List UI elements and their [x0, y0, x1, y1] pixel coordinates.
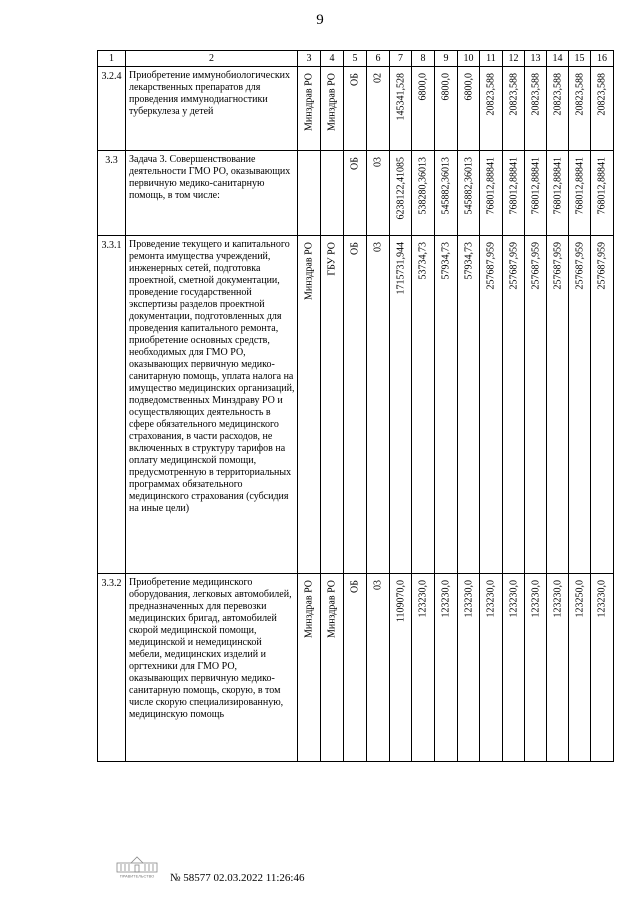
value-cell: 123230,0 — [485, 580, 497, 618]
value-cell: 257687,959 — [530, 242, 541, 290]
responsible-executor: Минздрав РО — [303, 580, 315, 639]
column-header-16: 16 — [591, 51, 614, 67]
column-header-13: 13 — [525, 51, 547, 67]
table-row — [98, 67, 614, 151]
column-header-3: 3 — [298, 51, 321, 67]
column-header-5: 5 — [344, 51, 367, 67]
value-cell: 257687,959 — [574, 242, 585, 290]
value-cell: 123230,0 — [463, 580, 474, 618]
value-cell: 545882,36013 — [440, 157, 452, 215]
participant: Минздрав РО — [326, 73, 338, 132]
funding-source: ОБ — [349, 157, 361, 170]
value-cell: 20823,588 — [508, 73, 519, 116]
column-header-6: 6 — [367, 51, 390, 67]
responsible-executor: Минздрав РО — [303, 73, 315, 132]
value-cell: 768012,88841 — [508, 157, 519, 215]
value-cell: 20823,588 — [530, 73, 541, 116]
table-row — [98, 574, 614, 762]
budget-code: 03 — [372, 242, 384, 252]
value-cell: 6800,0 — [417, 73, 429, 101]
value-cell: 6800,0 — [440, 73, 452, 101]
row-description: Приобретение медицинского оборудования, легковых автомобилей, предназначенных для перевозки медицинских бригад, автомобилей скорой медицинской помощи, медицинской и немедицинской мебели, медицинских изделий и оргтехники для ГМО РО, оказывающих первичную медико-санитарную помощь, скорую, в том числе скорую специализированную, медицинскую помощь — [126, 574, 298, 762]
column-header-2: 2 — [126, 51, 298, 67]
value-cell: 768012,88841 — [552, 157, 563, 215]
document-timestamp: 02.03.2022 11:26:46 — [213, 872, 305, 884]
participant: ГБУ РО — [326, 242, 338, 276]
funding-source: ОБ — [349, 73, 361, 86]
value-cell: 257687,959 — [596, 242, 608, 290]
value-cell: 257687,959 — [485, 242, 497, 290]
value-cell: 538280,36013 — [417, 157, 429, 215]
document-number: № 58577 — [170, 872, 211, 884]
row-description: Задача 3. Совершенствование деятельности ГМО РО, оказывающих первичную медико-санитарную помощь, в том числе: — [126, 151, 298, 236]
row-id: 3.3.1 — [98, 236, 126, 574]
value-cell: 768012,88841 — [574, 157, 585, 215]
column-header-10: 10 — [458, 51, 480, 67]
value-cell: 6800,0 — [463, 73, 474, 101]
budget-code: 03 — [372, 157, 384, 167]
value-cell: 20823,588 — [485, 73, 497, 116]
funding-source: ОБ — [349, 580, 361, 593]
column-header-11: 11 — [480, 51, 503, 67]
logo-text: ПРАВИТЕЛЬСТВО — [119, 873, 155, 879]
value-cell: 768012,88841 — [596, 157, 608, 215]
row-id: 3.3.2 — [98, 574, 126, 762]
column-header-14: 14 — [547, 51, 569, 67]
value-cell: 123230,0 — [417, 580, 429, 618]
value-cell: 57934,73 — [463, 242, 474, 280]
value-cell: 123230,0 — [552, 580, 563, 618]
column-header-4: 4 — [321, 51, 344, 67]
value-cell: 123250,0 — [574, 580, 585, 618]
participant: Минздрав РО — [326, 580, 338, 639]
row-description: Приобретение иммунобиологических лекарственных препаратов для проведения иммунодиагностики туберкулеза у детей — [126, 67, 298, 151]
value-cell: 257687,959 — [552, 242, 563, 290]
value-cell: 145341,528 — [395, 73, 406, 121]
value-cell: 20823,588 — [596, 73, 608, 116]
budget-table — [97, 50, 614, 762]
budget-code: 02 — [372, 73, 384, 83]
value-cell: 6238122,41085 — [395, 157, 406, 220]
budget-code: 03 — [372, 580, 384, 590]
table-row — [98, 236, 614, 574]
table-row — [98, 151, 614, 236]
value-cell: 123230,0 — [440, 580, 452, 618]
row-id: 3.2.4 — [98, 67, 126, 151]
column-header-12: 12 — [503, 51, 525, 67]
value-cell: 768012,88841 — [485, 157, 497, 215]
value-cell: 53734,73 — [417, 242, 429, 280]
column-header-7: 7 — [390, 51, 412, 67]
value-cell: 57934,73 — [440, 242, 452, 280]
responsible-executor: Минздрав РО — [303, 242, 315, 301]
value-cell: 257687,959 — [508, 242, 519, 290]
value-cell: 20823,588 — [574, 73, 585, 116]
column-header-9: 9 — [435, 51, 458, 67]
page-number: 9 — [316, 12, 324, 28]
document-stamp — [170, 872, 304, 884]
column-header-15: 15 — [569, 51, 591, 67]
value-cell: 545882,36013 — [463, 157, 474, 215]
value-cell: 1109070,0 — [395, 580, 406, 623]
row-description: Проведение текущего и капитального ремонта имущества учреждений, инженерных сетей, подготовка проектной, сметной документации, проведение государственной экспертизы разделов проектной документации, подготовленных для проведения капитального ремонта, приобретение основных средств, необходимых для ГМО РО, оказывающих первичную медико-санитарную помощь, уплата налога на имущество медицинских организаций, подведомственных Минздраву РО и осуществляющих деятельность в сфере обязательного медицинского страхования, в части расходов, не включенных в структуру тарифов на оплату медицинской помощи, предусмотренную в территориальных программах обязательного медицинского страхования (субсидия на иные цели) — [126, 236, 298, 574]
column-header-8: 8 — [412, 51, 435, 67]
government-logo — [113, 855, 161, 879]
value-cell: 768012,88841 — [530, 157, 541, 215]
column-header-1: 1 — [98, 51, 126, 67]
funding-source: ОБ — [349, 242, 361, 255]
value-cell: 20823,588 — [552, 73, 563, 116]
value-cell: 123230,0 — [508, 580, 519, 618]
row-id: 3.3 — [98, 151, 126, 236]
value-cell: 123230,0 — [530, 580, 541, 618]
header-row — [98, 51, 614, 67]
value-cell: 123230,0 — [596, 580, 608, 618]
value-cell: 1715731,944 — [395, 242, 406, 295]
